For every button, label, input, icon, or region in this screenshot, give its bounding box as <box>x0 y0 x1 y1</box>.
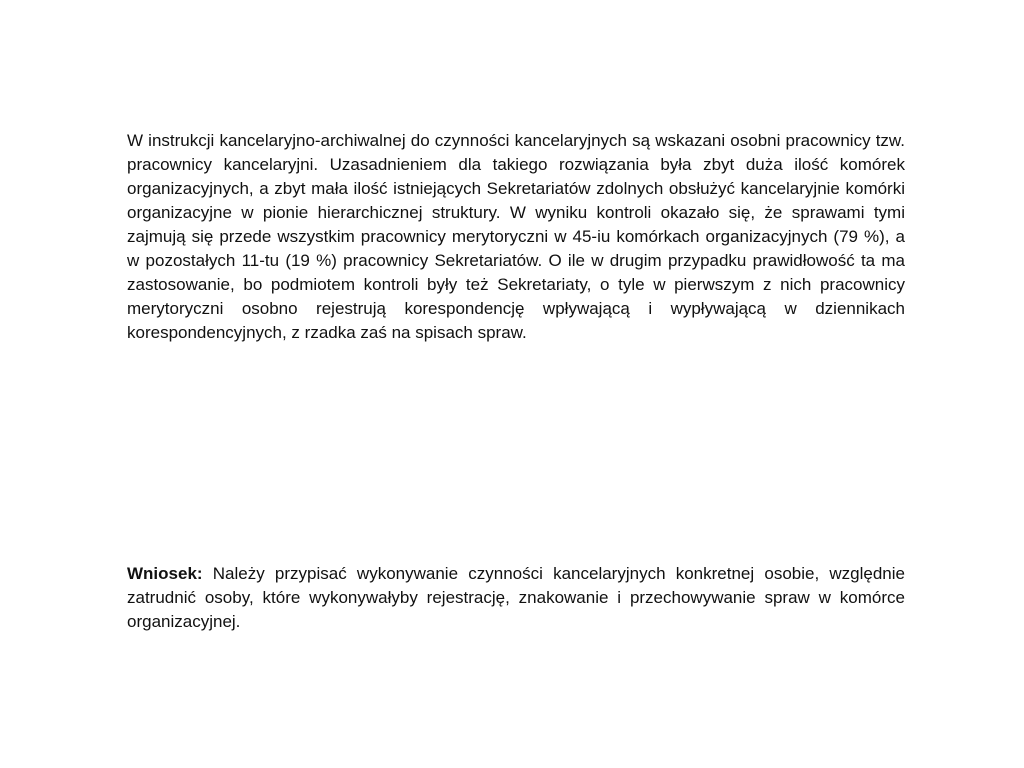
conclusion-text: Należy przypisać wykonywanie czynności kancelaryjnych konkretnej osobie, względnie zatrudnić osoby, które wykonywałyby rejestrację, znakowanie i przechowywanie spraw w komórce organizacyjnej. <box>127 564 905 631</box>
body-paragraph: W instrukcji kancelaryjno-archiwalnej do czynności kancelaryjnych są wskazani osobni pracownicy tzw. pracownicy kancelaryjni. Uzasadnieniem dla takiego rozwiązania była zbyt duża ilość komórek organizacyjnych, a zbyt mała ilość istniejących Sekretariatów zdolnych obsłużyć kancelaryjnie komórki organizacyjne w pionie hierarchicznej struktury. W wyniku kontroli okazało się, że sprawami tymi zajmują się przede wszystkim pracownicy merytoryczni w 45-iu komórkach organizacyjnych (79 %), a w pozostałych 11-tu (19 %) pracownicy Sekretariatów. O ile w drugim przypadku prawidłowość ta ma zastosowanie, bo podmiotem kontroli były też Sekretariaty, o tyle w pierwszym z nich pracownicy merytoryczni osobno rejestrują korespondencję wpływającą i wypływającą w dziennikach korespondencyjnych, z rzadka zaś na spisach spraw. <box>127 131 905 342</box>
conclusion-paragraph <box>127 562 905 634</box>
conclusion-label: Wniosek: <box>127 564 203 583</box>
